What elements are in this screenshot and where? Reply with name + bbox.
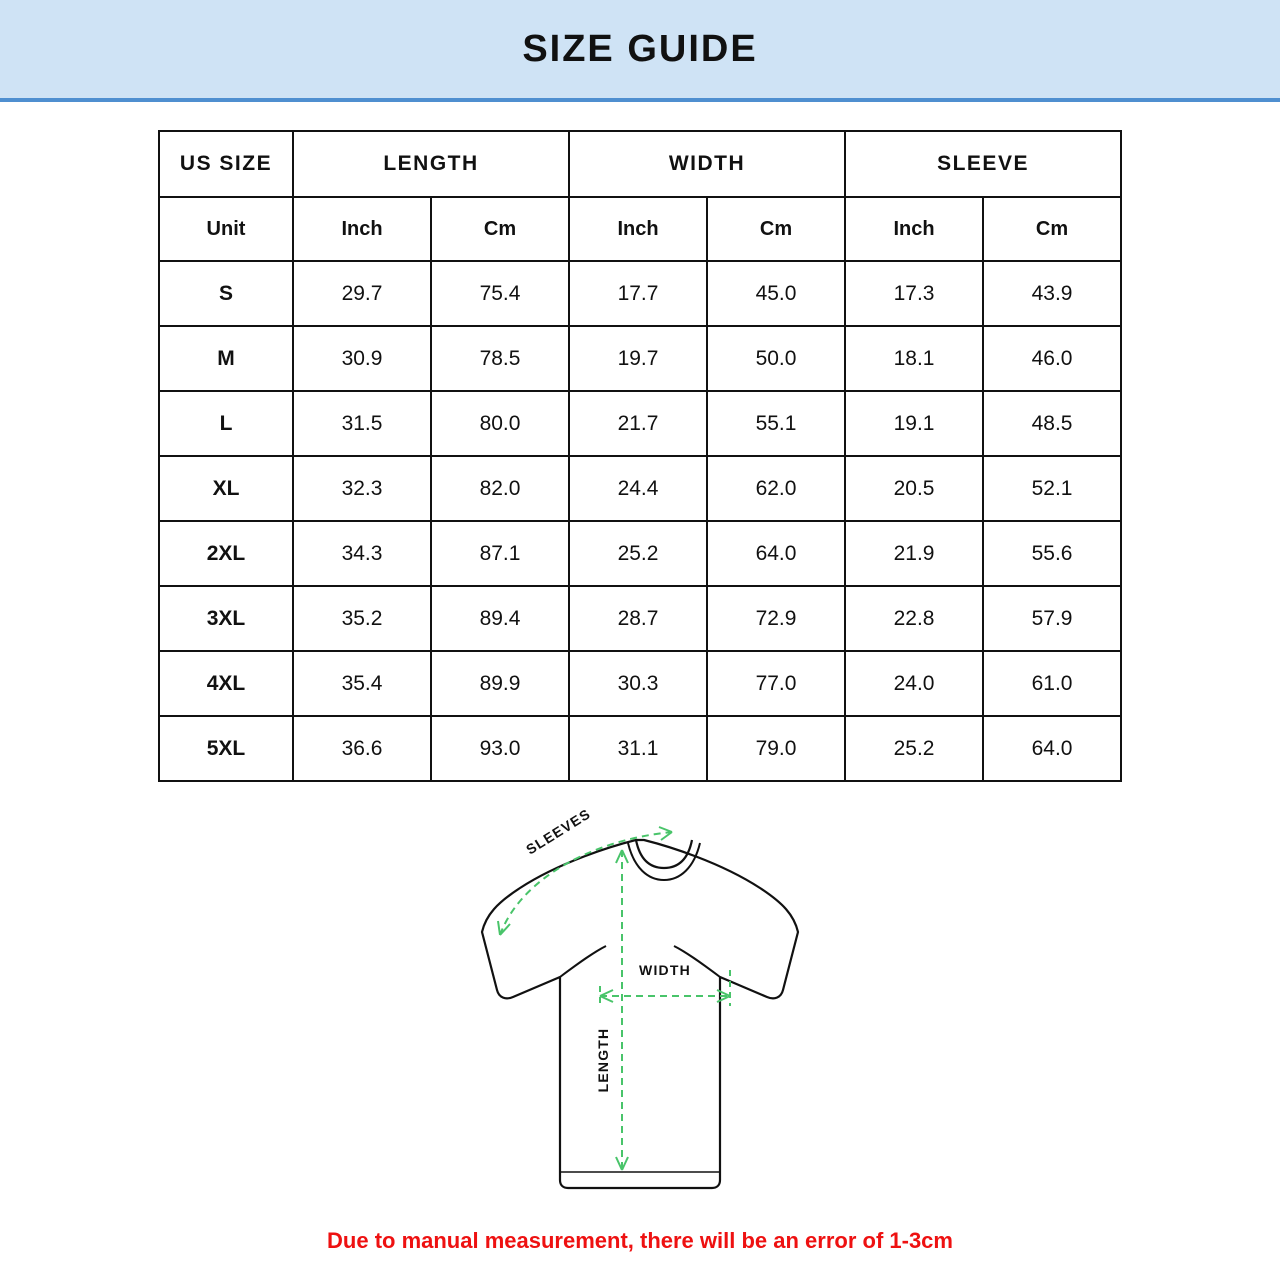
cell-length-cm: 89.4 (431, 586, 569, 651)
shirt-diagram (0, 810, 1280, 1210)
cell-length-inch: 35.2 (293, 586, 431, 651)
table-unit-row (159, 197, 1121, 261)
cell-sleeve-cm: 48.5 (983, 391, 1121, 456)
cell-size: 3XL (159, 586, 293, 651)
cell-width-inch: 19.7 (569, 326, 707, 391)
table-row (159, 326, 1121, 391)
cell-sleeve-inch: 20.5 (845, 456, 983, 521)
unit-label: Unit (159, 197, 293, 261)
label-length: LENGTH (595, 1027, 611, 1093)
cell-sleeve-cm: 57.9 (983, 586, 1121, 651)
cell-size: L (159, 391, 293, 456)
header-banner (0, 0, 1280, 98)
cell-length-inch: 30.9 (293, 326, 431, 391)
cell-sleeve-inch: 21.9 (845, 521, 983, 586)
table-row (159, 716, 1121, 781)
cell-length-cm: 82.0 (431, 456, 569, 521)
cell-sleeve-inch: 22.8 (845, 586, 983, 651)
cell-sleeve-cm: 46.0 (983, 326, 1121, 391)
cell-sleeve-cm: 64.0 (983, 716, 1121, 781)
cell-sleeve-inch: 19.1 (845, 391, 983, 456)
table-row (159, 456, 1121, 521)
cell-size: S (159, 261, 293, 326)
cell-width-cm: 55.1 (707, 391, 845, 456)
shirt-diagram-svg (0, 810, 1280, 1210)
cell-width-cm: 77.0 (707, 651, 845, 716)
header-sleeve: SLEEVE (845, 131, 1121, 197)
sleeves-arrow-end (659, 827, 672, 840)
header-underline (0, 98, 1280, 102)
label-width: WIDTH (639, 962, 691, 978)
cell-length-cm: 93.0 (431, 716, 569, 781)
cell-width-cm: 50.0 (707, 326, 845, 391)
cell-width-cm: 72.9 (707, 586, 845, 651)
table-row (159, 521, 1121, 586)
cell-width-inch: 21.7 (569, 391, 707, 456)
header-length: LENGTH (293, 131, 569, 197)
cell-width-inch: 28.7 (569, 586, 707, 651)
page-title: SIZE GUIDE (522, 27, 758, 70)
cell-sleeve-inch: 24.0 (845, 651, 983, 716)
cell-sleeve-inch: 18.1 (845, 326, 983, 391)
cell-length-cm: 89.9 (431, 651, 569, 716)
unit-length-inch: Inch (293, 197, 431, 261)
unit-sleeve-cm: Cm (983, 197, 1121, 261)
header-width: WIDTH (569, 131, 845, 197)
cell-width-cm: 45.0 (707, 261, 845, 326)
table-header-row (159, 131, 1121, 197)
table-row (159, 651, 1121, 716)
unit-width-cm: Cm (707, 197, 845, 261)
cell-sleeve-cm: 52.1 (983, 456, 1121, 521)
table-row (159, 586, 1121, 651)
cell-size: 2XL (159, 521, 293, 586)
cell-sleeve-cm: 61.0 (983, 651, 1121, 716)
size-table-container (158, 130, 1122, 782)
cell-size: M (159, 326, 293, 391)
cell-width-inch: 30.3 (569, 651, 707, 716)
table-row (159, 391, 1121, 456)
cell-length-inch: 29.7 (293, 261, 431, 326)
cell-width-inch: 24.4 (569, 456, 707, 521)
cell-width-inch: 17.7 (569, 261, 707, 326)
cell-length-cm: 78.5 (431, 326, 569, 391)
cell-length-cm: 80.0 (431, 391, 569, 456)
cell-width-cm: 79.0 (707, 716, 845, 781)
cell-sleeve-inch: 25.2 (845, 716, 983, 781)
cell-size: 5XL (159, 716, 293, 781)
cell-width-inch: 25.2 (569, 521, 707, 586)
label-sleeves: SLEEVES (523, 810, 594, 858)
cell-size: 4XL (159, 651, 293, 716)
cell-length-inch: 36.6 (293, 716, 431, 781)
measurement-note: Due to manual measurement, there will be an error of 1-3cm (327, 1228, 953, 1253)
unit-sleeve-inch: Inch (845, 197, 983, 261)
cell-length-inch: 32.3 (293, 456, 431, 521)
cell-sleeve-inch: 17.3 (845, 261, 983, 326)
header-us-size: US SIZE (159, 131, 293, 197)
size-table (158, 130, 1122, 782)
cell-length-cm: 87.1 (431, 521, 569, 586)
cell-length-inch: 35.4 (293, 651, 431, 716)
cell-sleeve-cm: 55.6 (983, 521, 1121, 586)
cell-width-cm: 62.0 (707, 456, 845, 521)
table-row (159, 261, 1121, 326)
cell-length-cm: 75.4 (431, 261, 569, 326)
cell-width-cm: 64.0 (707, 521, 845, 586)
cell-width-inch: 31.1 (569, 716, 707, 781)
unit-length-cm: Cm (431, 197, 569, 261)
cell-size: XL (159, 456, 293, 521)
unit-width-inch: Inch (569, 197, 707, 261)
cell-length-inch: 31.5 (293, 391, 431, 456)
cell-length-inch: 34.3 (293, 521, 431, 586)
cell-sleeve-cm: 43.9 (983, 261, 1121, 326)
